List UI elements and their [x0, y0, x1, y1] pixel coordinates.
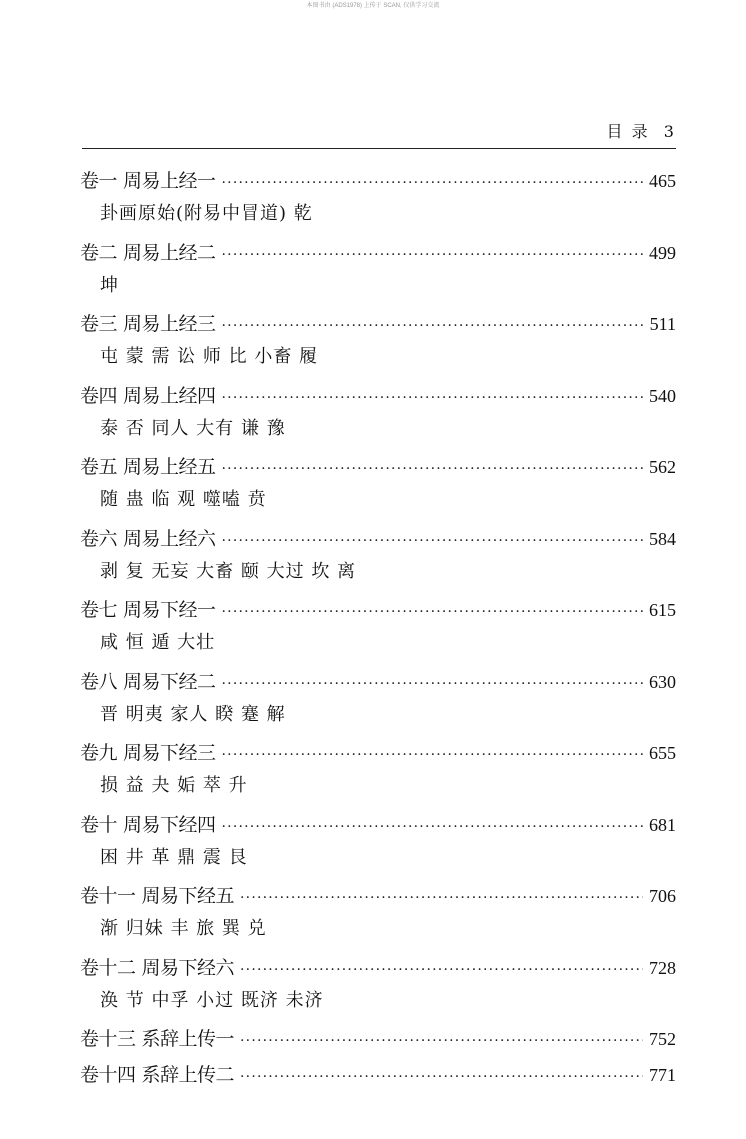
- page-number: 540: [649, 385, 676, 406]
- volume-title: 周易上经六: [123, 527, 216, 550]
- hexagram-list: 咸 恒 遁 大壮: [100, 632, 216, 653]
- toc-entry: [80, 1022, 676, 1058]
- volume-label: 卷四: [80, 384, 118, 407]
- dot-leader: [240, 1060, 643, 1094]
- dot-leader: [240, 953, 643, 987]
- hexagram-list: 晋 明夷 家人 睽 蹇 解: [100, 703, 286, 725]
- volume-title: 周易下经四: [123, 813, 216, 836]
- running-header: [82, 120, 676, 149]
- dot-leader: [222, 381, 643, 415]
- dot-leader: [222, 738, 643, 772]
- toc-entry: [80, 379, 676, 451]
- toc-entry: [80, 522, 676, 594]
- toc-row[interactable]: [80, 879, 676, 913]
- dot-leader: [222, 667, 643, 701]
- toc-entry: [80, 951, 676, 1023]
- page-number: 615: [649, 600, 676, 620]
- page-number: 655: [649, 743, 676, 763]
- hexagram-list: 屯 蒙 需 讼 师 比 小畜 履: [100, 346, 319, 367]
- hexagram-list: 卦画原始(附易中冒道) 乾: [100, 203, 313, 224]
- hexagram-list: 剥 复 无妄 大畜 颐 大过 坎 离: [100, 560, 357, 582]
- toc-row[interactable]: [80, 236, 676, 270]
- volume-title: 周易上经一: [123, 170, 216, 192]
- toc-entry: [80, 307, 676, 379]
- hexagram-list: 泰 否 同人 大有 谦 豫: [100, 417, 286, 439]
- volume-title: 系辞上传一: [141, 1028, 235, 1050]
- table-of-contents: [80, 164, 676, 1094]
- page-number: 511: [649, 314, 676, 334]
- toc-entry: [80, 879, 676, 951]
- toc-entry: [80, 736, 676, 808]
- hexagram-list: 渐 归妹 丰 旅 巽 兑: [100, 918, 267, 939]
- toc-entry: [80, 236, 676, 308]
- dot-leader: [222, 309, 644, 343]
- page-number: 465: [649, 171, 676, 191]
- toc-entry: [80, 164, 676, 236]
- toc-row[interactable]: [80, 379, 676, 413]
- dot-leader: [222, 452, 643, 486]
- volume-label: 卷五: [80, 456, 118, 478]
- hexagram-list: 困 井 革 鼎 震 艮: [100, 846, 248, 868]
- hexagram-list: 随 蛊 临 观 噬嗑 贲: [100, 489, 267, 510]
- toc-entry: [80, 665, 676, 737]
- volume-label: 卷十二: [80, 956, 136, 979]
- top-scan-note: 本图书由 (ADS1978) 上传于 SCAN, 仅供学习交流: [306, 3, 440, 9]
- toc-row[interactable]: [80, 593, 676, 627]
- toc-entry: [80, 1058, 676, 1094]
- volume-title: 周易下经五: [141, 885, 235, 907]
- dot-leader: [222, 595, 643, 629]
- dot-leader: [222, 810, 643, 844]
- toc-row[interactable]: [80, 1022, 676, 1056]
- page-number: 681: [649, 814, 676, 835]
- toc-row[interactable]: [80, 736, 676, 770]
- volume-label: 卷八: [80, 670, 118, 693]
- volume-label: 卷十一: [80, 885, 136, 907]
- volume-title: 周易下经一: [123, 599, 216, 621]
- toc-row[interactable]: [80, 808, 676, 842]
- dot-leader: [222, 524, 643, 558]
- page-number: 706: [649, 886, 676, 906]
- hexagram-list: 涣 节 中孚 小过 既济 未济: [100, 989, 324, 1011]
- volume-title: 周易上经二: [123, 241, 216, 264]
- toc-row[interactable]: [80, 522, 676, 556]
- dot-leader: [222, 238, 643, 272]
- page-number: 584: [649, 528, 676, 549]
- volume-title: 系辞上传二: [141, 1064, 235, 1086]
- volume-title: 周易上经四: [123, 384, 216, 407]
- hexagram-list: 坤: [100, 274, 119, 296]
- volume-title: 周易下经六: [141, 956, 235, 979]
- toc-row[interactable]: [80, 1058, 676, 1092]
- dot-leader: [240, 881, 643, 915]
- dot-leader: [222, 166, 643, 200]
- volume-title: 周易下经二: [123, 670, 216, 693]
- page-number: 499: [649, 242, 676, 263]
- page-number: 562: [649, 457, 676, 477]
- volume-label: 卷二: [80, 241, 118, 264]
- volume-label: 卷三: [80, 313, 118, 335]
- toc-row[interactable]: [80, 307, 676, 341]
- header-title: 目 录 3: [606, 122, 676, 141]
- volume-label: 卷七: [80, 599, 118, 621]
- volume-label: 卷六: [80, 527, 118, 550]
- volume-label: 卷十四: [80, 1064, 136, 1086]
- page-number: 752: [649, 1029, 676, 1049]
- toc-row[interactable]: [80, 450, 676, 484]
- volume-label: 卷九: [80, 742, 118, 764]
- volume-title: 周易下经三: [123, 742, 216, 764]
- dot-leader: [240, 1024, 643, 1058]
- hexagram-list: 损 益 夬 姤 萃 升: [100, 775, 248, 796]
- toc-row[interactable]: [80, 951, 676, 985]
- toc-entry: [80, 593, 676, 665]
- toc-entry: [80, 450, 676, 522]
- toc-row[interactable]: [80, 164, 676, 198]
- volume-label: 卷一: [80, 170, 118, 192]
- volume-title: 周易上经三: [123, 313, 216, 335]
- volume-label: 卷十三: [80, 1028, 136, 1050]
- page-number: 728: [649, 957, 676, 978]
- page-number: 771: [649, 1065, 676, 1085]
- toc-row[interactable]: [80, 665, 676, 699]
- volume-label: 卷十: [80, 813, 118, 836]
- toc-entry: [80, 808, 676, 880]
- volume-title: 周易上经五: [123, 456, 216, 478]
- page-number: 630: [649, 671, 676, 692]
